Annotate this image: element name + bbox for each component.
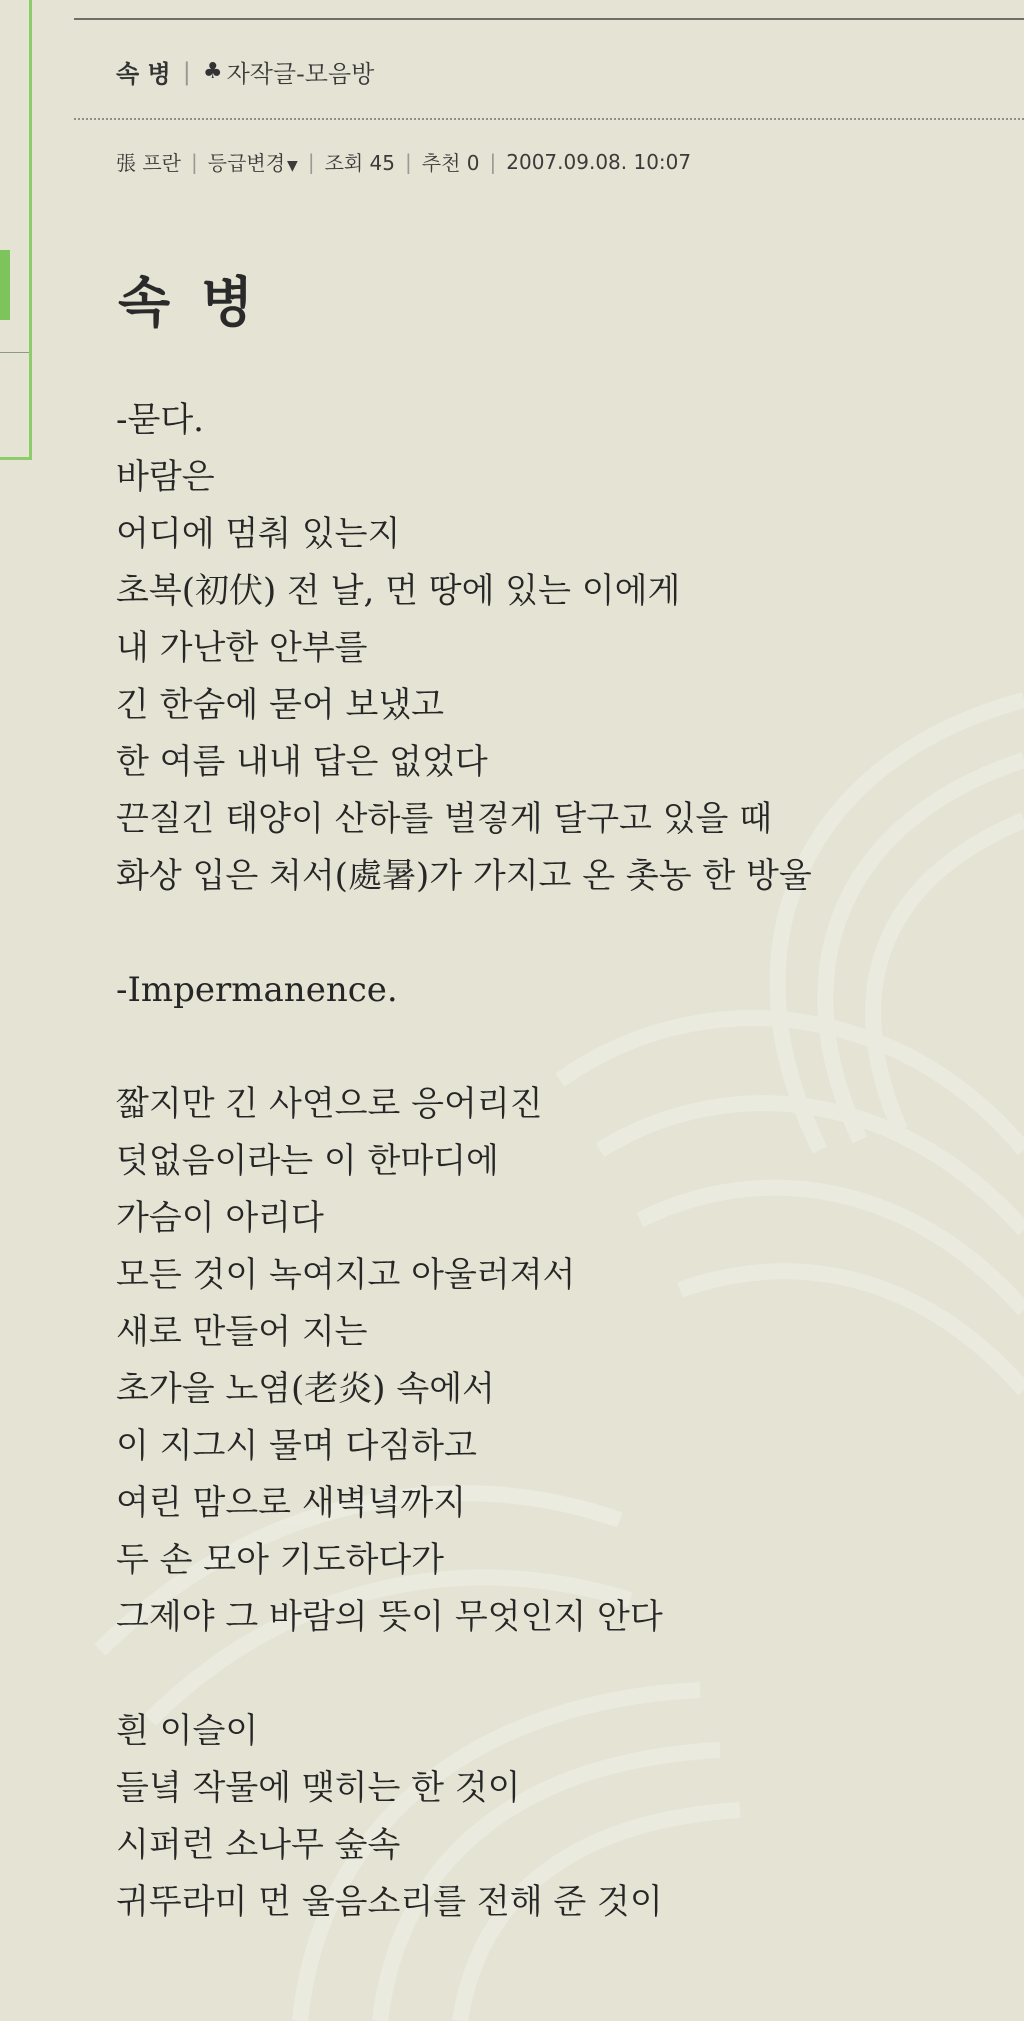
poem-line: 초복(初伏) 전 날, 먼 땅에 있는 이에게: [116, 571, 681, 611]
breadcrumb-board-link[interactable]: 자작글-모음방: [226, 60, 375, 88]
sidebar-tab-handle[interactable]: [0, 250, 10, 320]
poem-line: 그제야 그 바람의 뜻이 무엇인지 안다: [116, 1597, 663, 1637]
left-sidebar-frame: [0, 0, 32, 460]
sidebar-divider: [0, 352, 29, 353]
poem-line: 내 가난한 안부를: [116, 628, 368, 668]
poem-line: 화상 입은 처서(處暑)가 가지고 온 촛농 한 방울: [116, 856, 812, 896]
poem-line: 한 여름 내내 답은 없었다: [116, 742, 488, 782]
poem-line: -묻다.: [116, 400, 204, 440]
view-count: 조회 45: [324, 151, 396, 175]
grade-change-button[interactable]: [208, 147, 298, 176]
post-title: 속 병: [118, 270, 260, 334]
poem-line: 이 지그시 물며 다짐하고: [116, 1426, 477, 1466]
author-name[interactable]: 張 프란: [116, 151, 181, 175]
poem-line: 들녘 작물에 맺히는 한 것이: [116, 1768, 521, 1808]
poem-line: 흰 이슬이: [116, 1711, 259, 1751]
recommend-count: 추천 0: [421, 151, 480, 175]
meta-separator: |: [489, 149, 497, 174]
meta-separator: |: [307, 149, 315, 174]
grade-change-label: 등급변경: [207, 151, 286, 175]
poem-line: 끈질긴 태양이 산하를 벌겋게 달구고 있을 때: [116, 799, 773, 839]
poem-line: 긴 한숨에 묻어 보냈고: [116, 685, 445, 725]
blank-line: [116, 1019, 996, 1076]
poem-line: -Impermanence.: [116, 970, 398, 1010]
post-meta-bar: [116, 147, 691, 176]
poem-line: 새로 만들어 지는: [116, 1312, 368, 1352]
poem-line: 귀뚜라미 먼 울음소리를 전해 준 것이: [116, 1882, 663, 1922]
meta-separator: |: [405, 149, 412, 174]
breadcrumb: [116, 54, 374, 89]
blank-line: [116, 905, 996, 962]
post-datetime: 2007.09.08. 10:07: [506, 149, 692, 174]
club-icon: ♣: [202, 59, 223, 84]
meta-separator: |: [191, 149, 198, 174]
poem-line: 시퍼런 소나무 숲속: [116, 1825, 401, 1865]
poem-line: 초가을 노염(老炎) 속에서: [116, 1369, 495, 1409]
breadcrumb-separator: |: [182, 57, 191, 86]
poem-line: 가슴이 아리다: [116, 1198, 324, 1238]
header-top-rule: [74, 18, 1024, 20]
dropdown-triangle-icon: ▼: [287, 158, 298, 174]
poem-line: 여린 맘으로 새벽녘까지: [116, 1483, 467, 1523]
poem-line: 덧없음이라는 이 한마디에: [116, 1141, 499, 1181]
blank-line: [116, 1646, 996, 1703]
poem-line: 짧지만 긴 사연으로 응어리진: [116, 1084, 543, 1124]
poem-line: 모든 것이 녹여지고 아울러져서: [116, 1255, 576, 1295]
post-body: [116, 392, 996, 1931]
poem-line: 바람은: [116, 457, 215, 497]
poem-line: 어디에 멈춰 있는지: [116, 514, 401, 554]
breadcrumb-post-title[interactable]: 속 병: [116, 60, 171, 88]
poem-line: 두 손 모아 기도하다가: [116, 1540, 445, 1580]
header-dotted-divider: [74, 118, 1024, 120]
